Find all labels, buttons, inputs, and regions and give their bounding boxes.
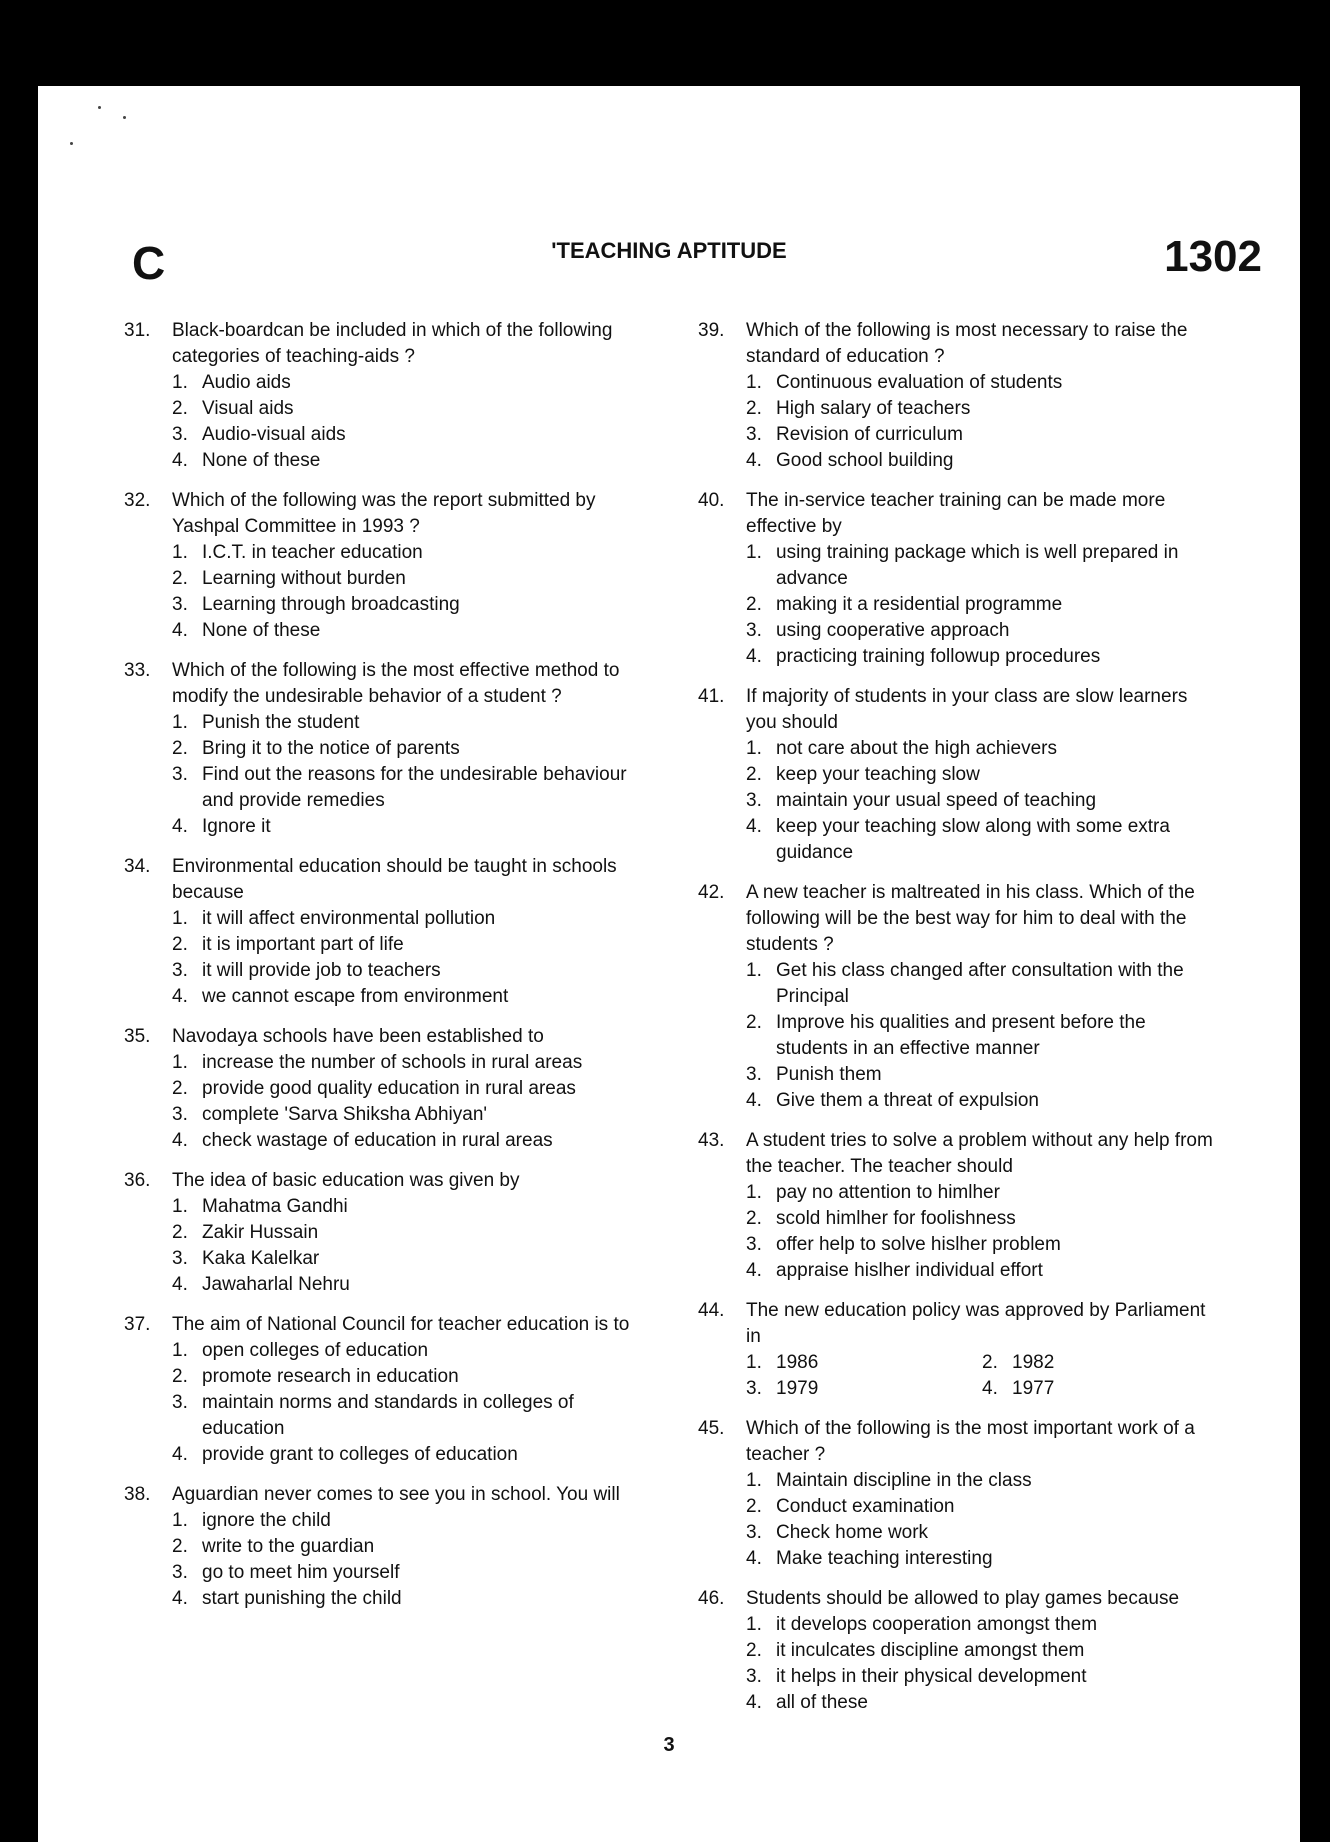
option-text: it is important part of life	[202, 934, 404, 955]
option-text: increase the number of schools in rural areas	[202, 1052, 583, 1073]
option-list	[746, 958, 1218, 1114]
option-text: keep your teaching slow along with some extra guidance	[776, 816, 1170, 863]
answer-option	[982, 1376, 1218, 1402]
option-text: Make teaching interesting	[776, 1548, 993, 1569]
option-text: it helps in their physical development	[776, 1666, 1087, 1687]
answer-option	[746, 1350, 982, 1376]
option-number: 4.	[746, 816, 762, 837]
question-text: A student tries to solve a problem without any help from the teacher. The teacher should	[746, 1130, 1213, 1177]
question-text: Which of the following was the report submitted by Yashpal Committee in 1993 ?	[172, 490, 596, 537]
answer-option	[172, 1508, 644, 1534]
option-number: 2.	[172, 568, 188, 589]
option-text: all of these	[776, 1692, 868, 1713]
option-number: 3.	[172, 1392, 188, 1413]
question-text: A new teacher is maltreated in his class. Which of the following will be the best way for him to deal with the students ?	[746, 882, 1195, 955]
paper-series-letter: C	[132, 237, 166, 289]
option-text: making it a residential programme	[776, 594, 1063, 615]
option-number: 2.	[172, 1536, 188, 1557]
option-list	[172, 540, 644, 644]
answer-option	[746, 370, 1218, 396]
option-list	[746, 1468, 1218, 1572]
option-number: 3.	[172, 960, 188, 981]
question	[124, 658, 644, 840]
answer-option	[172, 1534, 644, 1560]
option-text: go to meet him yourself	[202, 1562, 400, 1583]
option-number: 2.	[172, 398, 188, 419]
option-text: Learning through broadcasting	[202, 594, 460, 615]
question-text: Black-boardcan be included in which of the following categories of teaching-aids ?	[172, 320, 613, 367]
option-number: 3.	[746, 1378, 762, 1399]
question-number: 44.	[698, 1300, 725, 1321]
answer-option	[746, 422, 1218, 448]
option-list	[746, 736, 1218, 866]
option-text: Give them a threat of expulsion	[776, 1090, 1039, 1111]
option-number: 2.	[746, 1012, 762, 1033]
option-number: 4.	[982, 1378, 998, 1399]
option-text: Good school building	[776, 450, 954, 471]
question	[698, 318, 1218, 474]
question-number: 40.	[698, 490, 725, 511]
option-number: 1.	[172, 1196, 188, 1217]
scan-speck	[70, 142, 73, 145]
option-number: 4.	[746, 646, 762, 667]
option-text: it will affect environmental pollution	[202, 908, 496, 929]
question-text: Which of the following is most necessary to raise the standard of education ?	[746, 320, 1188, 367]
option-text: Ignore it	[202, 816, 271, 837]
option-number: 4.	[746, 1260, 762, 1281]
answer-option	[746, 1180, 1218, 1206]
option-text: 1979	[776, 1378, 819, 1399]
option-number: 2.	[172, 934, 188, 955]
question-text: Aguardian never comes to see you in school. You will	[172, 1484, 620, 1505]
option-number: 4.	[172, 1444, 188, 1465]
question	[124, 854, 644, 1010]
option-list	[172, 906, 644, 1010]
answer-option	[172, 932, 644, 958]
option-text: keep your teaching slow	[776, 764, 980, 785]
option-text: pay no attention to himlher	[776, 1182, 1000, 1203]
option-text: check wastage of education in rural areas	[202, 1130, 553, 1151]
option-text: complete 'Sarva Shiksha Abhiyan'	[202, 1104, 488, 1125]
answer-option	[172, 1272, 644, 1298]
answer-option	[746, 1010, 1218, 1062]
answer-option	[746, 1258, 1218, 1284]
option-number: 1.	[746, 372, 762, 393]
question	[698, 488, 1218, 670]
answer-option	[746, 788, 1218, 814]
answer-option	[746, 1062, 1218, 1088]
option-text: provide grant to colleges of education	[202, 1444, 518, 1465]
option-text: maintain your usual speed of teaching	[776, 790, 1097, 811]
option-list	[172, 1338, 644, 1468]
paper-code: 1302	[1164, 232, 1262, 281]
option-text: start punishing the child	[202, 1588, 402, 1609]
answer-option	[746, 1690, 1218, 1716]
option-number: 4.	[172, 986, 188, 1007]
question-number: 36.	[124, 1170, 151, 1191]
question	[698, 1128, 1218, 1284]
option-number: 2.	[982, 1352, 998, 1373]
question-number: 41.	[698, 686, 725, 707]
option-text: ignore the child	[202, 1510, 331, 1531]
option-number: 3.	[172, 1248, 188, 1269]
option-number: 3.	[746, 1522, 762, 1543]
option-number: 1.	[746, 1470, 762, 1491]
answer-option	[172, 1102, 644, 1128]
answer-option	[746, 1520, 1218, 1546]
question-text: Which of the following is the most important work of a teacher ?	[746, 1418, 1195, 1465]
question-number: 34.	[124, 856, 151, 877]
answer-option	[172, 396, 644, 422]
answer-option	[746, 618, 1218, 644]
option-text: Zakir Hussain	[202, 1222, 319, 1243]
question	[124, 1168, 644, 1298]
option-list	[746, 370, 1218, 474]
option-list	[746, 1350, 1218, 1402]
answer-option	[172, 370, 644, 396]
answer-option	[746, 958, 1218, 1010]
answer-option	[172, 540, 644, 566]
question-number: 42.	[698, 882, 725, 903]
option-list	[172, 710, 644, 840]
question-number: 39.	[698, 320, 725, 341]
exam-page	[38, 86, 1300, 1842]
option-number: 2.	[172, 1078, 188, 1099]
option-text: None of these	[202, 620, 321, 641]
answer-option	[172, 1220, 644, 1246]
option-text: Improve his qualities and present before the students in an effective manner	[776, 1012, 1146, 1059]
option-text: 1977	[1012, 1378, 1055, 1399]
option-text: None of these	[202, 450, 321, 471]
question-number: 35.	[124, 1026, 151, 1047]
answer-option	[746, 814, 1218, 866]
option-number: 1.	[172, 908, 188, 929]
option-number: 4.	[172, 1274, 188, 1295]
option-number: 2.	[172, 738, 188, 759]
left-column	[124, 318, 644, 1626]
question	[124, 488, 644, 644]
option-list	[746, 1612, 1218, 1716]
answer-option	[172, 736, 644, 762]
option-text: it develops cooperation amongst them	[776, 1614, 1098, 1635]
answer-option	[172, 1128, 644, 1154]
option-text: not care about the high achievers	[776, 738, 1057, 759]
option-number: 3.	[746, 1666, 762, 1687]
answer-option	[746, 1612, 1218, 1638]
option-number: 2.	[746, 398, 762, 419]
option-number: 3.	[172, 424, 188, 445]
answer-option	[172, 1338, 644, 1364]
option-number: 3.	[172, 1104, 188, 1125]
option-number: 1.	[746, 1182, 762, 1203]
question-number: 38.	[124, 1484, 151, 1505]
option-text: Revision of curriculum	[776, 424, 963, 445]
option-text: using training package which is well prepared in advance	[776, 542, 1179, 589]
answer-option	[172, 762, 644, 814]
answer-option	[172, 618, 644, 644]
option-number: 4.	[172, 1588, 188, 1609]
question-text: If majority of students in your class are slow learners you should	[746, 686, 1188, 733]
answer-option	[172, 592, 644, 618]
answer-option	[746, 396, 1218, 422]
option-text: Check home work	[776, 1522, 929, 1543]
answer-option	[172, 1586, 644, 1612]
answer-option	[746, 762, 1218, 788]
answer-option	[172, 1560, 644, 1586]
answer-option	[746, 1088, 1218, 1114]
option-number: 1.	[172, 542, 188, 563]
answer-option	[172, 422, 644, 448]
option-number: 4.	[746, 1692, 762, 1713]
option-number: 2.	[172, 1222, 188, 1243]
option-text: Mahatma Gandhi	[202, 1196, 348, 1217]
answer-option	[746, 736, 1218, 762]
option-text: Punish the student	[202, 712, 360, 733]
option-text: 1982	[1012, 1352, 1055, 1373]
answer-option	[172, 1076, 644, 1102]
option-number: 4.	[172, 450, 188, 471]
question	[124, 1482, 644, 1612]
answer-option	[746, 1206, 1218, 1232]
option-list	[172, 1050, 644, 1154]
option-number: 4.	[746, 450, 762, 471]
option-text: scold himlher for foolishness	[776, 1208, 1016, 1229]
option-number: 1.	[172, 1052, 188, 1073]
right-column	[698, 318, 1218, 1730]
option-text: High salary of teachers	[776, 398, 971, 419]
answer-option	[746, 1232, 1218, 1258]
option-text: Visual aids	[202, 398, 294, 419]
page-title: 'TEACHING APTITUDE	[551, 238, 787, 263]
option-number: 2.	[746, 1640, 762, 1661]
answer-option	[746, 540, 1218, 592]
option-text: we cannot escape from environment	[202, 986, 509, 1007]
option-number: 2.	[746, 594, 762, 615]
option-number: 2.	[746, 764, 762, 785]
question-number: 37.	[124, 1314, 151, 1335]
answer-option	[172, 566, 644, 592]
answer-option	[172, 1390, 644, 1442]
answer-option	[746, 1638, 1218, 1664]
option-number: 4.	[172, 620, 188, 641]
option-text: write to the guardian	[202, 1536, 375, 1557]
option-text: Audio-visual aids	[202, 424, 346, 445]
option-number: 1.	[172, 712, 188, 733]
question-number: 31.	[124, 320, 151, 341]
question	[698, 1298, 1218, 1402]
answer-option	[172, 1364, 644, 1390]
option-number: 4.	[172, 1130, 188, 1151]
option-text: practicing training followup procedures	[776, 646, 1101, 667]
answer-option	[746, 592, 1218, 618]
option-number: 1.	[746, 1614, 762, 1635]
answer-option	[172, 1050, 644, 1076]
option-text: using cooperative approach	[776, 620, 1010, 641]
option-text: offer help to solve hislher problem	[776, 1234, 1061, 1255]
option-list	[746, 1180, 1218, 1284]
option-number: 1.	[746, 738, 762, 759]
option-list	[172, 370, 644, 474]
question-text: Navodaya schools have been established to	[172, 1026, 544, 1047]
option-text: Maintain discipline in the class	[776, 1470, 1032, 1491]
question	[698, 684, 1218, 866]
option-number: 3.	[172, 764, 188, 785]
answer-option	[172, 1246, 644, 1272]
answer-option	[172, 448, 644, 474]
option-text: Find out the reasons for the undesirable behaviour and provide remedies	[202, 764, 627, 811]
question-text: Which of the following is the most effective method to modify the undesirable behavior of a student ?	[172, 660, 620, 707]
scan-speck	[123, 116, 126, 119]
option-text: maintain norms and standards in colleges of education	[202, 1392, 574, 1439]
option-number: 3.	[746, 1064, 762, 1085]
option-text: Kaka Kalelkar	[202, 1248, 320, 1269]
option-number: 2.	[746, 1496, 762, 1517]
question	[124, 318, 644, 474]
option-text: 1986	[776, 1352, 819, 1373]
option-number: 3.	[746, 1234, 762, 1255]
option-text: Continuous evaluation of students	[776, 372, 1063, 393]
answer-option	[172, 710, 644, 736]
answer-option	[172, 984, 644, 1010]
answer-option	[172, 906, 644, 932]
answer-option	[746, 1494, 1218, 1520]
question-number: 46.	[698, 1588, 725, 1609]
question-text: Environmental education should be taught in schools because	[172, 856, 617, 903]
option-text: it inculcates discipline amongst them	[776, 1640, 1085, 1661]
answer-option	[746, 644, 1218, 670]
option-number: 4.	[172, 816, 188, 837]
question	[124, 1024, 644, 1154]
option-text: Jawaharlal Nehru	[202, 1274, 350, 1295]
option-text: Learning without burden	[202, 568, 406, 589]
answer-option	[172, 1442, 644, 1468]
answer-option	[746, 1376, 982, 1402]
option-text: provide good quality education in rural areas	[202, 1078, 576, 1099]
question-number: 43.	[698, 1130, 725, 1151]
option-text: I.C.T. in teacher education	[202, 542, 423, 563]
question	[698, 880, 1218, 1114]
option-text: Bring it to the notice of parents	[202, 738, 460, 759]
answer-option	[746, 1468, 1218, 1494]
option-text: it will provide job to teachers	[202, 960, 441, 981]
answer-option	[172, 958, 644, 984]
option-text: Get his class changed after consultation with the Principal	[776, 960, 1184, 1007]
option-list	[172, 1508, 644, 1612]
answer-option	[746, 1546, 1218, 1572]
option-number: 1.	[746, 1352, 762, 1373]
option-number: 1.	[746, 542, 762, 563]
answer-option	[746, 448, 1218, 474]
option-number: 3.	[172, 594, 188, 615]
answer-option	[746, 1664, 1218, 1690]
question-number: 32.	[124, 490, 151, 511]
question-number: 45.	[698, 1418, 725, 1439]
option-list	[172, 1194, 644, 1298]
question	[124, 1312, 644, 1468]
scan-speck	[98, 106, 101, 109]
option-number: 1.	[746, 960, 762, 981]
question-text: The in-service teacher training can be made more effective by	[746, 490, 1166, 537]
answer-option	[982, 1350, 1218, 1376]
page-number: 3	[663, 1734, 675, 1756]
option-number: 1.	[172, 1510, 188, 1531]
option-text: promote research in education	[202, 1366, 459, 1387]
option-text: appraise hislher individual effort	[776, 1260, 1043, 1281]
option-number: 3.	[746, 620, 762, 641]
question	[698, 1586, 1218, 1716]
option-text: Audio aids	[202, 372, 291, 393]
option-text: open colleges of education	[202, 1340, 429, 1361]
question-text: The new education policy was approved by Parliament in	[746, 1300, 1206, 1347]
option-number: 4.	[746, 1090, 762, 1111]
answer-option	[172, 1194, 644, 1220]
option-number: 3.	[746, 790, 762, 811]
question-text: Students should be allowed to play games because	[746, 1588, 1180, 1609]
option-number: 3.	[746, 424, 762, 445]
question	[698, 1416, 1218, 1572]
option-text: Punish them	[776, 1064, 882, 1085]
option-number: 4.	[746, 1548, 762, 1569]
option-list	[746, 540, 1218, 670]
question-text: The idea of basic education was given by	[172, 1170, 520, 1191]
option-number: 1.	[172, 1340, 188, 1361]
option-number: 2.	[172, 1366, 188, 1387]
answer-option	[172, 814, 644, 840]
option-text: Conduct examination	[776, 1496, 955, 1517]
option-number: 3.	[172, 1562, 188, 1583]
question-text: The aim of National Council for teacher education is to	[172, 1314, 630, 1335]
question-number: 33.	[124, 660, 151, 681]
option-number: 2.	[746, 1208, 762, 1229]
option-number: 1.	[172, 372, 188, 393]
